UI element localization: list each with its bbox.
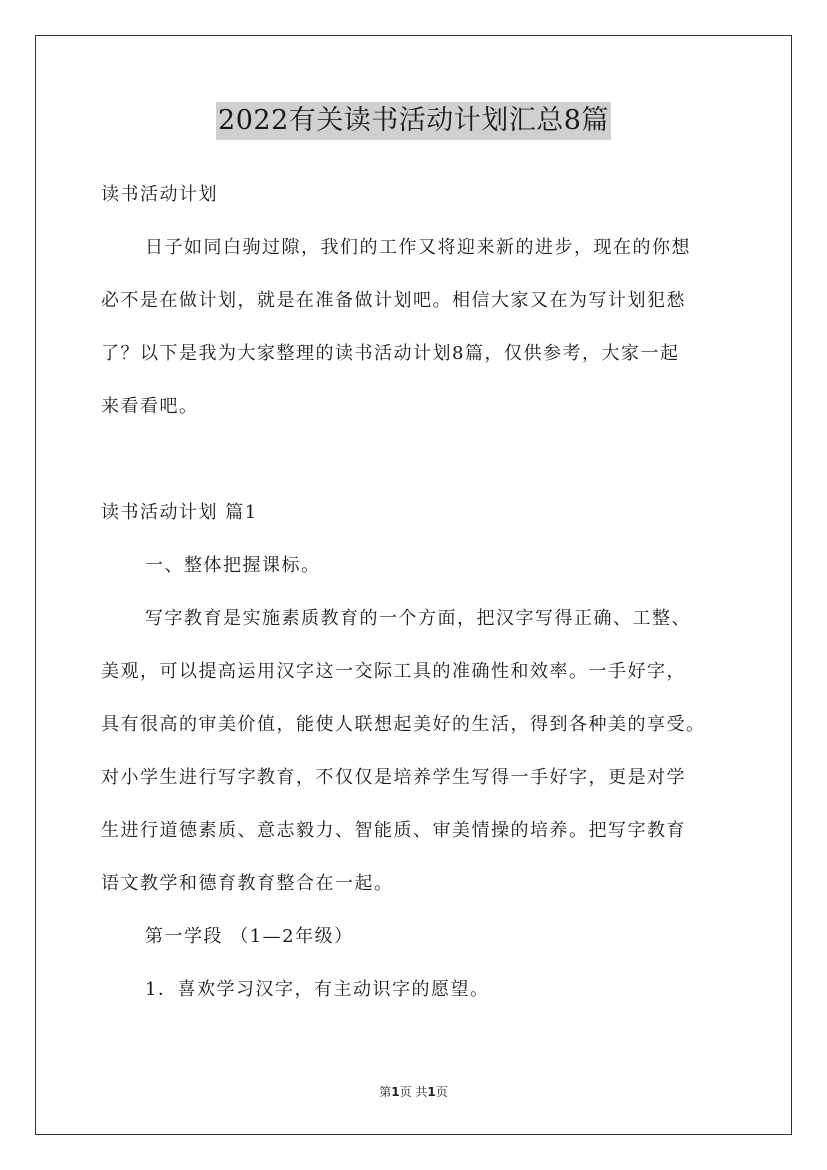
paragraph-line: 了？以下是我为大家整理的读书活动计划8篇，仅供参考，大家一起 xyxy=(101,343,680,364)
paragraph-line: 写字教育是实施素质教育的一个方面，把汉字写得正确、工整、 xyxy=(145,608,691,629)
list-item: 1．喜欢学习汉字，有主动识字的愿望。 xyxy=(145,979,490,1000)
paragraph-line: 来看看吧。 xyxy=(101,396,199,417)
footer-page-number: 1 xyxy=(391,1085,400,1099)
document-title: 2022有关读书活动计划汇总8篇 xyxy=(216,102,611,140)
blank-line xyxy=(101,433,741,486)
paragraph-line: 日子如同白驹过隙，我们的工作又将迎来新的进步，现在的你想 xyxy=(145,237,691,258)
footer-mid: 页 共 xyxy=(399,1085,428,1099)
title-wrap xyxy=(0,102,827,140)
paragraph-line: 必不是在做计划，就是在准备做计划吧。相信大家又在为写计划犯愁 xyxy=(101,290,686,311)
subheading: 第一学段 （1—2年级） xyxy=(145,926,354,947)
footer-prefix: 第 xyxy=(379,1085,392,1099)
paragraph-line: 具有很高的审美价值，能使人联想起美好的生活，得到各种美的享受。 xyxy=(101,714,706,735)
section-heading: 读书活动计划 篇1 xyxy=(101,502,258,523)
section-heading: 读书活动计划 xyxy=(101,184,218,205)
subheading: 一、整体把握课标。 xyxy=(145,555,321,576)
paragraph-line: 生进行道德素质、意志毅力、智能质、审美情操的培养。把写字教育 xyxy=(101,820,686,841)
paragraph-line: 对小学生进行写字教育，不仅仅是培养学生写得一手好字，更是对学 xyxy=(101,767,686,788)
paragraph-line: 美观，可以提高运用汉字这一交际工具的准确性和效率。一手好字， xyxy=(101,661,686,682)
paragraph-line: 语文教学和德育教育整合在一起。 xyxy=(101,873,394,894)
page-footer xyxy=(0,1083,827,1100)
footer-total-pages: 1 xyxy=(427,1085,436,1099)
document-body xyxy=(101,168,741,1016)
footer-suffix: 页 xyxy=(435,1085,448,1099)
